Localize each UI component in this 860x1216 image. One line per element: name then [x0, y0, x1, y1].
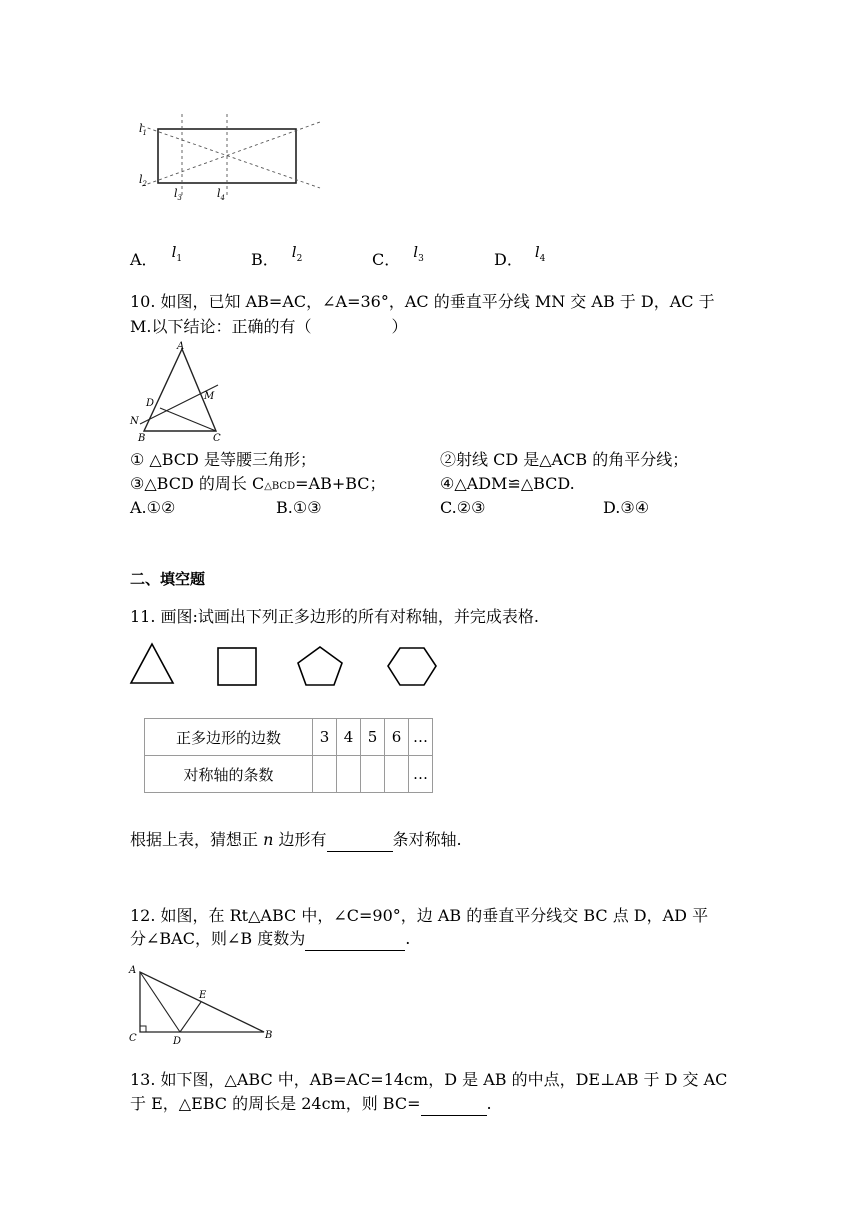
q10-conclusion-3: ③△BCD 的周长 C△BCD=AB+BC；	[130, 474, 386, 493]
label-l1: $l_1$	[139, 122, 147, 137]
label-b: B	[138, 433, 146, 444]
answer-blank[interactable]	[305, 932, 405, 951]
table-cell[interactable]	[313, 756, 337, 793]
table-cell: …	[409, 756, 433, 793]
q9-rectangle-figure	[130, 110, 330, 205]
q10-option-a[interactable]: A.①②	[130, 498, 176, 517]
table-cell: 5	[361, 719, 385, 756]
q10-option-b[interactable]: B.①③	[276, 498, 322, 517]
label-l2: $l_2$	[139, 173, 147, 188]
triangle-abc	[144, 349, 216, 431]
q10-conclusion-2: ②射线 CD 是△ACB 的角平分线；	[440, 450, 689, 469]
label-d: D	[146, 398, 155, 409]
label-l3: $l_3$	[174, 187, 182, 202]
q12-text-line1: 12. 如图，在 Rt△ABC 中，∠C=90°，边 AB 的垂直平分线交 BC 点 D，AD 平	[130, 906, 709, 925]
hexagon-shape	[388, 648, 436, 685]
q10-conclusion-4: ④△ADM≌△BCD.	[440, 474, 575, 493]
table-header-axes: 对称轴的条数	[145, 756, 313, 793]
square-shape	[218, 648, 256, 685]
q13-text-line2: 于 E，△EBC 的周长是 24cm，则 BC= .	[130, 1092, 492, 1116]
triangle-shape	[131, 644, 173, 683]
label-a: A	[129, 965, 137, 976]
table-cell: 4	[337, 719, 361, 756]
label-l4: $l_4$	[217, 187, 225, 202]
segment-de	[180, 1002, 201, 1032]
label-m: M	[204, 391, 215, 402]
table-cell[interactable]	[337, 756, 361, 793]
q10-text-line2: M.以下结论：正确的有（ ）	[130, 317, 408, 336]
table-cell[interactable]	[361, 756, 385, 793]
q9-option-a[interactable]: A． $l^1$	[130, 243, 183, 269]
right-angle-mark	[140, 1026, 146, 1032]
label-c: C	[213, 433, 221, 444]
label-c: C	[129, 1033, 137, 1044]
table-row	[145, 719, 433, 756]
label-e: E	[199, 990, 207, 1001]
label-d: D	[173, 1036, 182, 1046]
q13-text-line1: 13. 如下图，△ABC 中，AB=AC=14cm，D 是 AB 的中点，DE⊥AB 于 D 交 AC	[130, 1070, 728, 1089]
polygon-table	[144, 718, 433, 793]
table-cell: …	[409, 719, 433, 756]
q10-conclusion-1: ① △BCD 是等腰三角形；	[130, 450, 316, 469]
q10-text-line1: 10. 如图，已知 AB=AC，∠A=36°，AC 的垂直平分线 MN 交 AB 于 D，AC 于	[130, 292, 715, 311]
q10-triangle-figure	[128, 341, 224, 445]
label-a: A	[177, 341, 185, 352]
table-cell: 3	[313, 719, 337, 756]
table-cell[interactable]	[385, 756, 409, 793]
line-l2	[142, 122, 320, 186]
q10-option-d[interactable]: D.③④	[603, 498, 650, 517]
table-header-sides: 正多边形的边数	[145, 719, 313, 756]
answer-blank[interactable]	[421, 1097, 487, 1116]
pentagon-shape	[298, 647, 342, 685]
q11-text: 11. 画图:试画出下列正多边形的所有对称轴，并完成表格.	[130, 607, 540, 626]
q12-text-line2: 分∠BAC，则∠B 度数为 .	[130, 927, 410, 951]
label-n: N	[130, 416, 139, 427]
label-b: B	[265, 1030, 273, 1041]
q9-option-b[interactable]: B． $l^2$	[251, 243, 303, 269]
triangle-abc	[140, 972, 264, 1032]
section-title: 二、填空题	[130, 570, 206, 588]
q9-option-d[interactable]: D． $l^4$	[494, 243, 546, 269]
q11-guess-line: 根据上表，猜想正 n 边形有 条对称轴.	[130, 828, 462, 852]
q12-right-triangle-figure	[126, 962, 276, 1046]
answer-blank[interactable]	[327, 833, 393, 852]
table-row	[145, 756, 433, 793]
q10-option-c[interactable]: C.②③	[440, 498, 486, 517]
regular-polygons-figure	[125, 638, 445, 692]
table-cell: 6	[385, 719, 409, 756]
q9-option-c[interactable]: C． $l^3$	[372, 243, 424, 269]
line-l1	[142, 126, 320, 188]
